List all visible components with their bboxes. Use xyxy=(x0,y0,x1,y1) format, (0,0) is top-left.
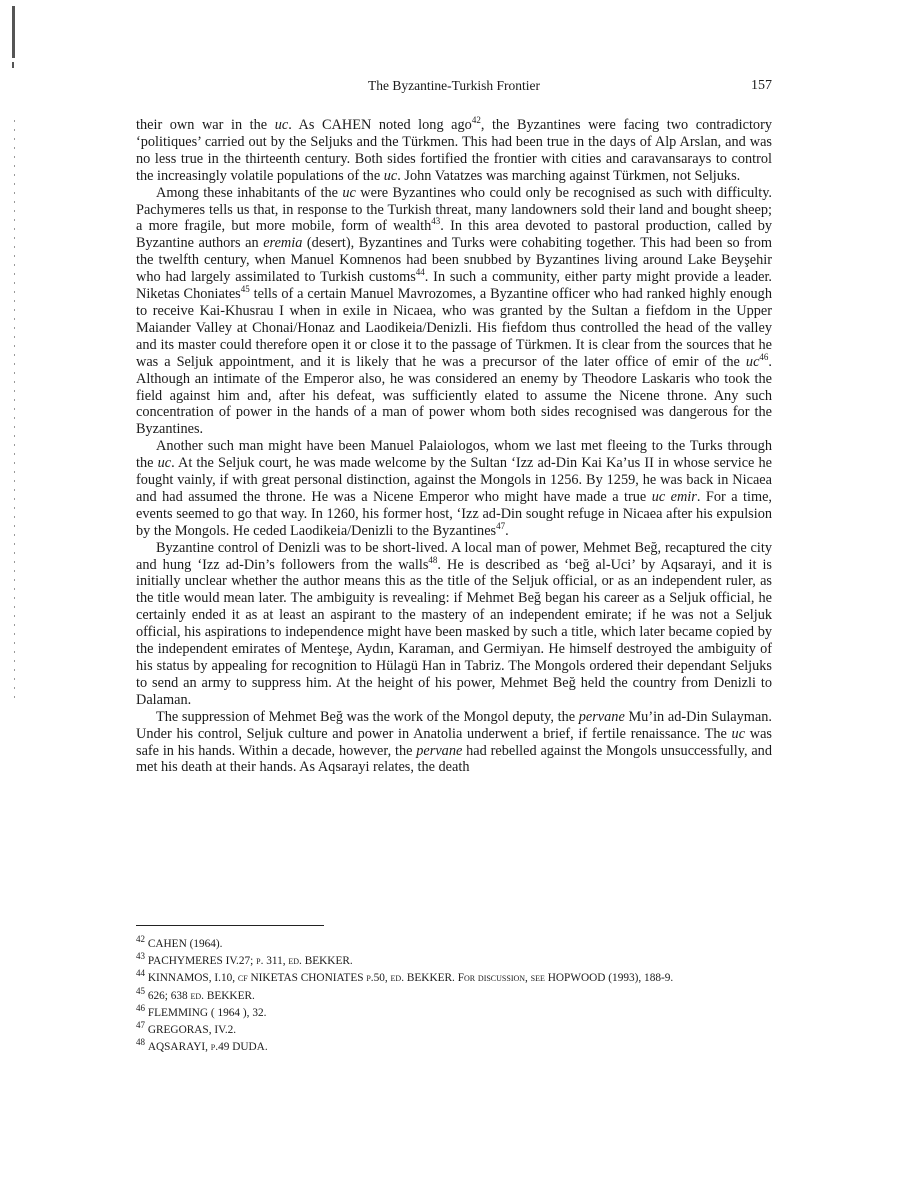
text-run: . For a time, events seemed to go that way. In 1260, his former host, ‘Izz ad-Din sought refuge in Nicaea after his expulsion by the Mongols. He ceded Laodikeia/Denizli to the Byzantines xyxy=(136,488,773,539)
italic-term: uc xyxy=(274,117,289,133)
text-run: . In this area devoted to pastoral production, called by Byzantine authors an xyxy=(136,218,773,252)
footnote-ref: 45 xyxy=(240,284,250,295)
footnote-ref: 43 xyxy=(431,216,441,227)
footnote xyxy=(136,1022,776,1039)
paragraph xyxy=(136,185,772,439)
footnote-text: 626; 638 ed. BEKKER. xyxy=(147,989,255,1002)
text-run: were Byzantines who could only be recognised as such with difficulty. Pachymeres tells us that, in response to the Turkish threat, many landowners sold their land and bought sheep; a more fragile, but more mobile, form of wealth xyxy=(136,184,772,235)
footnote-text: PACHYMERES IV.27; p. 311, ed. BEKKER. xyxy=(147,955,353,968)
footnote-text: AQSARAYI, p.49 DUDA. xyxy=(147,1041,268,1054)
footnote-ref: 42 xyxy=(471,115,481,126)
page-header xyxy=(136,78,772,98)
text-run: Mu’in ad-Din Sulayman. Under his control, Seljuk culture and power in Anatolia underwent a brief, if fertile renaissance. The xyxy=(136,708,772,742)
italic-term: uc xyxy=(731,725,746,742)
text-run: , the Byzantines were facing two contradictory ‘politiques’ carried out by the Seljuks and the Türkmen. This had been true in the days of Alp Arslan, and was no less true in the thirteenth century. Both sides fortified the frontier with cities and caravansarays to control the increasingly volatile populations of the xyxy=(136,117,772,184)
footnote-rule xyxy=(136,925,324,926)
italic-term: uc xyxy=(745,353,760,370)
text-run: their own war in the xyxy=(136,117,275,133)
footnote xyxy=(136,1039,776,1056)
italic-term: uc xyxy=(342,184,356,201)
italic-term: uc emir xyxy=(651,488,697,505)
footnote-ref: 46 xyxy=(759,351,769,362)
footnote-number: 43 xyxy=(136,951,145,962)
text-run: Among these inhabitants of the xyxy=(156,184,343,201)
footnote-text: KINNAMOS, I.10, cf NIKETAS CHONIATES p.50, ed. BEKKER. For discussion, see HOPWOOD (1993), 188-9. xyxy=(147,972,674,985)
text-run: Another such man might have been Manuel Palaiologos, whom we last met fleeing to the Turks through the xyxy=(136,438,772,472)
footnote-number: 48 xyxy=(136,1037,145,1048)
footnote-ref: 47 xyxy=(496,520,506,531)
text-run: . In such a community, either party might provide a leader. Niketas Choniates xyxy=(136,269,772,303)
italic-term: pervane xyxy=(578,708,625,725)
text-run: . xyxy=(505,522,509,539)
footnote-text: FLEMMING ( 1964 ), 32. xyxy=(147,1006,267,1019)
footnote-text: CAHEN (1964). xyxy=(147,938,223,950)
footnote-number: 45 xyxy=(136,985,145,996)
footnote xyxy=(136,953,776,970)
paragraph xyxy=(136,438,772,539)
text-run: Byzantine control of Denizli was to be short-lived. A local man of power, Mehmet Beğ, recaptured the city and hung ‘Izz ad-Din’s followers from the walls xyxy=(136,539,772,573)
footnote-ref: 44 xyxy=(415,267,425,278)
footnote-number: 46 xyxy=(136,1003,145,1014)
scan-edge-artifact xyxy=(0,0,22,1188)
footnote xyxy=(136,985,776,1005)
text-run: . John Vatatzes was marching against Türkmen, not Seljuks. xyxy=(397,167,741,184)
italic-term: uc xyxy=(157,455,172,472)
text-run: . As CAHEN noted long ago xyxy=(288,117,472,133)
running-head: The Byzantine-Turkish Frontier xyxy=(368,78,540,93)
footnote-number: 44 xyxy=(136,968,145,979)
italic-term: pervane xyxy=(416,742,463,759)
text-run: tells of a certain Manuel Mavrozomes, a Byzantine officer who had ranked highly enough to receive Kai-Khusrau I when in exile in Nicaea, who was granted by the Sultan a fiefdom in the Upper Maiander Valley at Chonai/Honaz and Laodikeia/Denizli. His fiefdom thus controlled the head of the valley and its master could therefore open it or close it to the passage of Türkmen. It is clear from the sources that he was a Seljuk appointment, and it is likely that he was a precursor of the later office of emir of the xyxy=(136,286,772,370)
italic-term: uc xyxy=(383,167,398,184)
italic-term: eremia xyxy=(263,235,303,252)
paragraph xyxy=(136,709,772,777)
footnotes xyxy=(136,936,776,1056)
paragraph xyxy=(136,540,772,709)
page-number: 157 xyxy=(751,78,772,93)
text-run: (desert), Byzantines and Turks were cohabiting together. This had been so from the twelfth century, when Manuel Komnenos had been snubbed by Byzantines living around Lake Beyşehir who had largely assimilated to Turkish customs xyxy=(136,235,772,286)
footnote xyxy=(136,1005,776,1022)
body-text xyxy=(136,117,772,776)
text-run: had rebelled against the Mongols unsuccessfully, and met his death at their hands. As Aqsarayi relates, the death xyxy=(136,742,772,776)
footnote-number: 47 xyxy=(136,1020,145,1031)
footnote-text: GREGORAS, IV.2. xyxy=(147,1024,237,1037)
text-run: The suppression of Mehmet Beğ was the work of the Mongol deputy, the xyxy=(156,708,579,725)
text-run: was safe in his hands. Within a decade, however, the xyxy=(136,725,772,759)
text-run: . At the Seljuk court, he was made welcome by the Sultan ‘Izz ad-Din Kai Ka’us II in whose service he fought vainly, if with great personal distinction, against the Mongols in 1256. By 1259, he was back in Nicaea and had assumed the throne. He was a Nicene Emperor who might have made a true xyxy=(136,455,772,505)
text-run: . He is described as ‘beğ al-Uci’ by Aqsarayi, and it is initially unclear whether the author means this as the title of the Seljuk official, or as an independent ruler, as the title would mean later. The ambiguity is revealing: if Mehmet Beğ began his career as a Seljuk official, he certainly ended it as at least an aspirant to the mastery of an independent emirate; if he was not a Seljuk official, his aspirations to independence might have been masked by such a title, which later became copied by the independent emirates of Menteşe, Aydın, Karaman, and Germiyan. He himself destroyed the ambiguity of his status by appealing for recognition to Hülagü Han in Tabriz. The Mongols ordered their dependant Seljuks to send an army to suppress him. At the height of his power, Mehmet Beğ held the country from Denizli to Dalaman. xyxy=(136,556,772,708)
footnote-number: 42 xyxy=(136,934,145,945)
footnote-ref: 48 xyxy=(428,554,438,565)
text-run: . Although an intimate of the Emperor also, he was considered an enemy by Theodore Laskaris who took the field against him and, after his defeat, was sufficiently elated to assume the Nicene throne. Any such concentration of power in the hands of a man of power whom both sides recognised was dangerous for the Byzantines. xyxy=(136,353,772,438)
footnote xyxy=(136,936,776,953)
footnote xyxy=(136,970,776,987)
paragraph xyxy=(136,117,772,185)
